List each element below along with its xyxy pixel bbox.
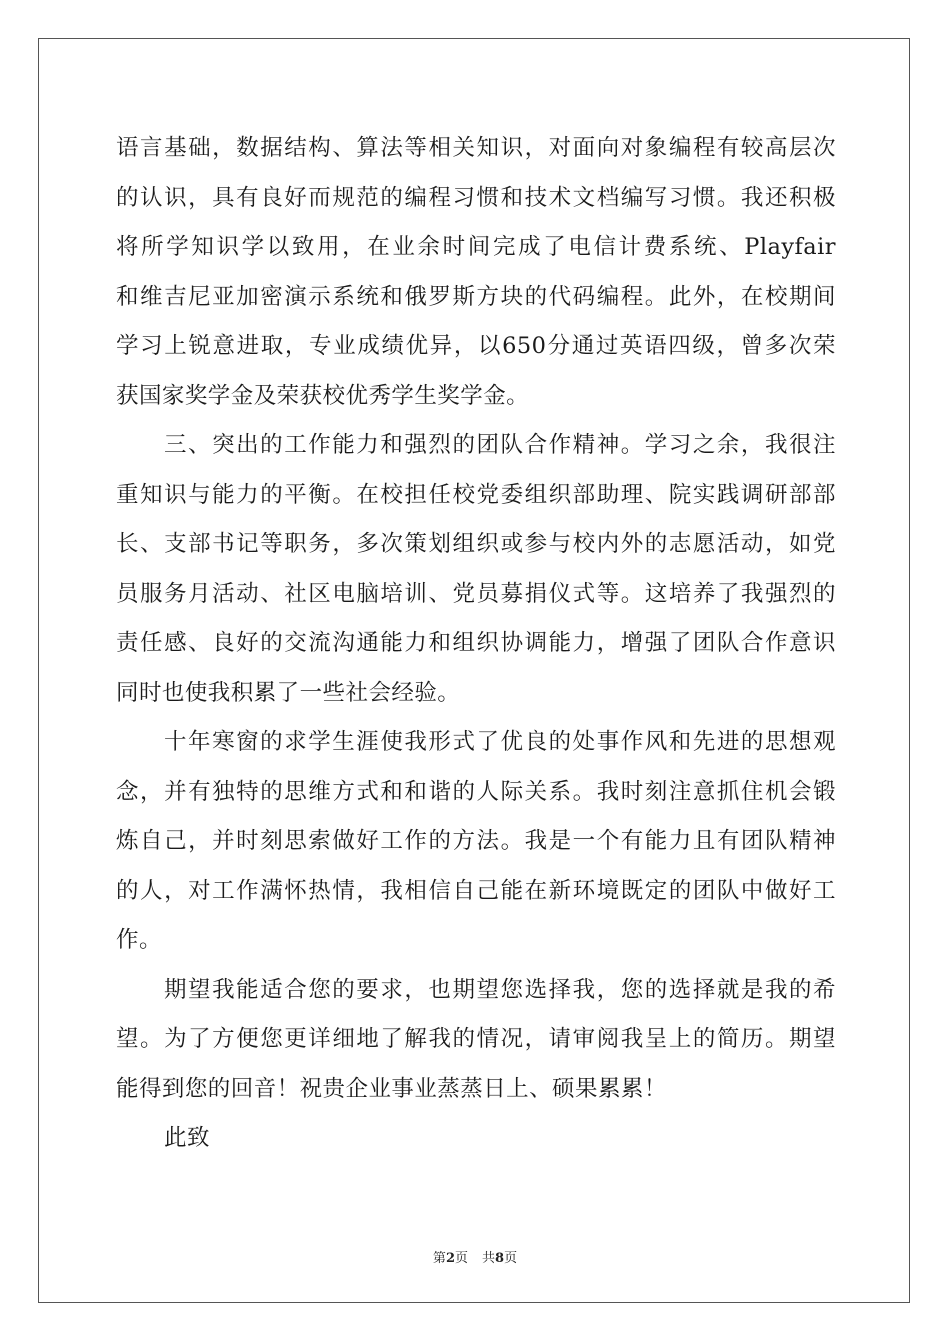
page-label-prefix: 第 [432, 1251, 446, 1266]
text-line: 能得到您的回音！祝贵企业事业蒸蒸日上、硕果累累！ [116, 1075, 667, 1102]
total-page-number: 8 [495, 1251, 505, 1266]
text-line: 重知识与能力的平衡。在校担任校党委组织部助理、院实践调研部部 [116, 481, 836, 508]
text-line: 同时也使我积累了一些社会经验。 [116, 679, 461, 706]
text-line: 长、支部书记等职务，多次策划组织或参与校内外的志愿活动，如党 [116, 531, 836, 557]
page-label-suffix: 页 [454, 1251, 468, 1266]
paragraph-start-line: 十年寒窗的求学生涯使我形式了优良的处事作风和先进的思想观 [164, 729, 836, 755]
paragraph-start-line: 期望我能适合您的要求，也期望您选择我，您的选择就是我的希 [164, 976, 836, 1003]
text-line: 望。为了方便您更详细地了解我的情况，请审阅我呈上的简历。期望 [116, 1026, 836, 1052]
document-body [116, 124, 836, 1164]
text-line: 学习上锐意进取，专业成绩优异，以650分通过英语四级，曾多次荣 [116, 333, 836, 359]
page-footer [0, 1247, 950, 1266]
text-line: 语言基础，数据结构、算法等相关知识，对面向对象编程有较高层次 [116, 135, 836, 161]
text-line: 获国家奖学金及荣获校优秀学生奖学金。 [116, 382, 530, 409]
total-label-prefix: 共 [482, 1251, 496, 1266]
text-line: 念，并有独特的思维方式和和谐的人际关系。我时刻注意抓住机会锻 [116, 778, 836, 805]
current-page-number: 2 [445, 1251, 455, 1266]
text-line: 和维吉尼亚加密演示系统和俄罗斯方块的代码编程。此外，在校期间 [116, 283, 836, 310]
closing-salutation: 此致 [164, 1125, 210, 1151]
paragraph-start-line: 三、突出的工作能力和强烈的团队合作精神。学习之余，我很注 [164, 432, 836, 458]
text-line: 作。 [116, 927, 162, 953]
text-line: 的人，对工作满怀热情，我相信自己能在新环境既定的团队中做好工 [116, 877, 836, 904]
text-line: 炼自己，并时刻思索做好工作的方法。我是一个有能力且有团队精神 [116, 828, 836, 854]
text-line: 的认识，具有良好而规范的编程习惯和技术文档编写习惯。我还积极 [116, 184, 836, 211]
text-line: 将所学知识学以致用，在业余时间完成了电信计费系统、Playfair [116, 234, 836, 260]
text-line: 员服务月活动、社区电脑培训、党员募捐仪式等。这培养了我强烈的 [116, 580, 836, 607]
text-line: 责任感、良好的交流沟通能力和组织协调能力，增强了团队合作意识 [116, 630, 836, 656]
total-label-suffix: 页 [504, 1251, 518, 1266]
